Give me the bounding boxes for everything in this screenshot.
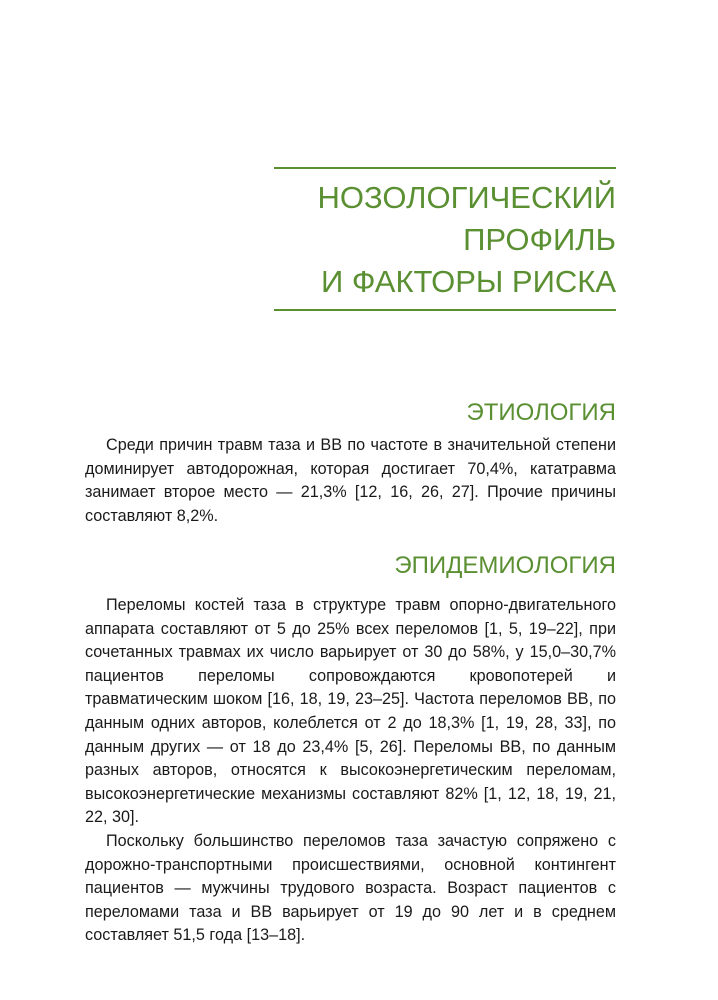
chapter-title — [274, 169, 616, 309]
chapter-title-line-2: ПРОФИЛЬ — [463, 222, 616, 257]
section-title-epidemiology: ЭПИДЕМИОЛОГИЯ — [394, 552, 616, 579]
paragraph: Переломы костей таза в структуре травм опорно-двигательного аппарата составляют от 5 до 25% всех переломов [1, 5, 19–22], при сочетанных травмах их число варьирует от 30 до 58%, у 15,0–30,7% пациентов переломы сопровождаются кровопотерей и травматическим шоком [16, 18, 19, 23–25]. Частота переломов ВВ, по данным одних авторов, колеблется от 2 до 18,3% [1, 19, 28, 33], по данным других — от 18 до 23,4% [5, 26]. Переломы ВВ, по данным разных авторов, относятся к высокоэнергетическим переломам, высокоэнергетические механизмы составляют 82% [1, 12, 18, 19, 21, 22, 30]. — [85, 596, 616, 827]
section-body-epidemiology — [85, 594, 616, 948]
chapter-bottom-rule — [274, 309, 616, 311]
chapter-header — [274, 167, 616, 311]
section-body-etiology — [85, 434, 616, 528]
paragraph: Среди причин травм таза и ВВ по частоте в значительной степени доминирует автодорожная, которая достигает 70,4%, кататравма занимает второе место — 21,3% [12, 16, 26, 27]. Прочие причины составляют 8,2%. — [85, 436, 616, 525]
chapter-title-line-3: И ФАКТОРЫ РИСКА — [321, 264, 616, 299]
chapter-title-line-1: НОЗОЛОГИЧЕСКИЙ — [317, 180, 616, 215]
paragraph: Поскольку большинство переломов таза зачастую сопряжено с дорожно-транспортными происшествиями, основной контингент пациентов — мужчины трудового возраста. Возраст пациентов с переломами таза и ВВ варьирует от 19 до 90 лет и в среднем составляет 51,5 года [13–18]. — [85, 831, 616, 945]
section-title-etiology: ЭТИОЛОГИЯ — [466, 399, 616, 426]
